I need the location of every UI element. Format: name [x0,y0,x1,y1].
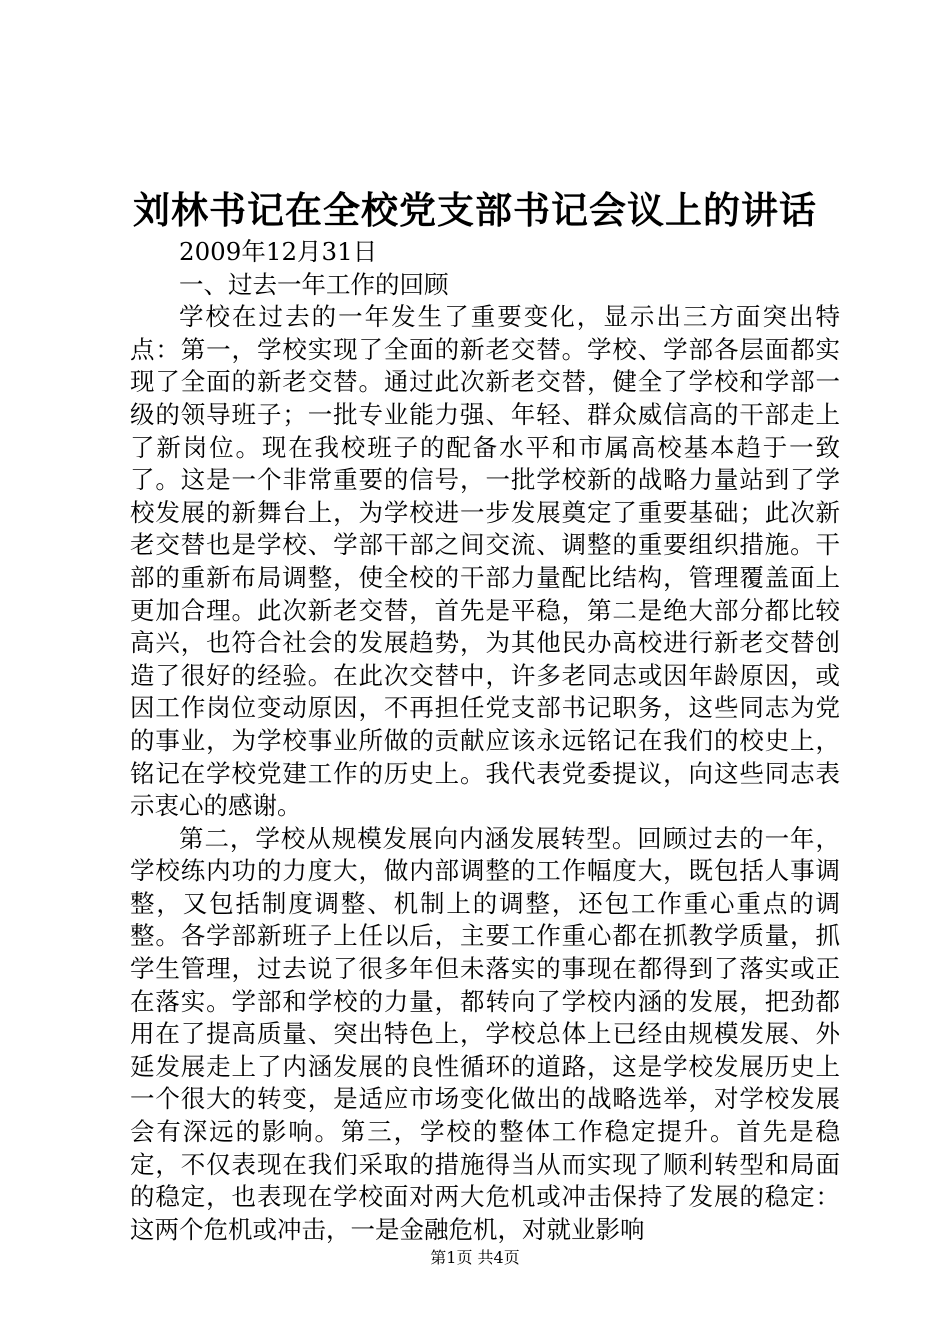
body-paragraph: 第二，学校从规模发展向内涵发展转型。回顾过去的一年，学校练内功的力度大，做内部调整的工作幅度大，既包括人事调整，又包括制度调整、机制上的调整，还包工作重心重点的调整。各学部新班子上任以后，主要工作重心都在抓教学质量，抓学生管理，过去说了很多年但未落实的事现在都得到了落实或正在落实。学部和学校的力量，都转向了学校内涵的发展，把劲都用在了提高质量、突出特色上，学校总体上已经由规模发展、外延发展走上了内涵发展的良性循环的道路，这是学校发展历史上一个很大的转变，是适应市场变化做出的战略选举，对学校发展会有深远的影响。第三，学校的整体工作稳定提升。首先是稳定，不仅表现在我们采取的措施得当从而实现了顺利转型和局面的稳定，也表现在学校面对两大危机或冲击保持了发展的稳定：这两个危机或冲击，一是金融危机，对就业影响 [130,823,840,1244]
document-date: 2009年12月31日 [179,237,378,266]
page-footer: 第1页 共4页 [430,1248,520,1267]
body-paragraph: 学校在过去的一年发生了重要变化，显示出三方面突出特点：第一，学校实现了全面的新老交替。学校、学部各层面都实现了全面的新老交替。通过此次新老交替，健全了学校和学部一级的领导班子；一批专业能力强、年轻、群众威信高的干部走上了新岗位。现在我校班子的配备水平和市属高校基本趋于一致了。这是一个非常重要的信号，一批学校新的战略力量站到了学校发展的新舞台上，为学校进一步发展奠定了重要基础；此次新老交替也是学校、学部干部之间交流、调整的重要组织措施。干部的重新布局调整，使全校的干部力量配比结构，管理覆盖面上更加合理。此次新老交替，首先是平稳，第二是绝大部分都比较高兴，也符合社会的发展趋势，为其他民办高校进行新老交替创造了很好的经验。在此次交替中，许多老同志或因年龄原因，或因工作岗位变动原因，不再担任党支部书记职务，这些同志为党的事业，为学校事业所做的贡献应该永远铭记在我们的校史上，铭记在学校党建工作的历史上。我代表党委提议，向这些同志表示衷心的感谢。 [130,302,840,821]
section-heading: 一、过去一年工作的回顾 [179,269,449,299]
document-title: 刘林书记在全校党支部书记会议上的讲话 [133,188,817,232]
document-body [130,236,840,1246]
